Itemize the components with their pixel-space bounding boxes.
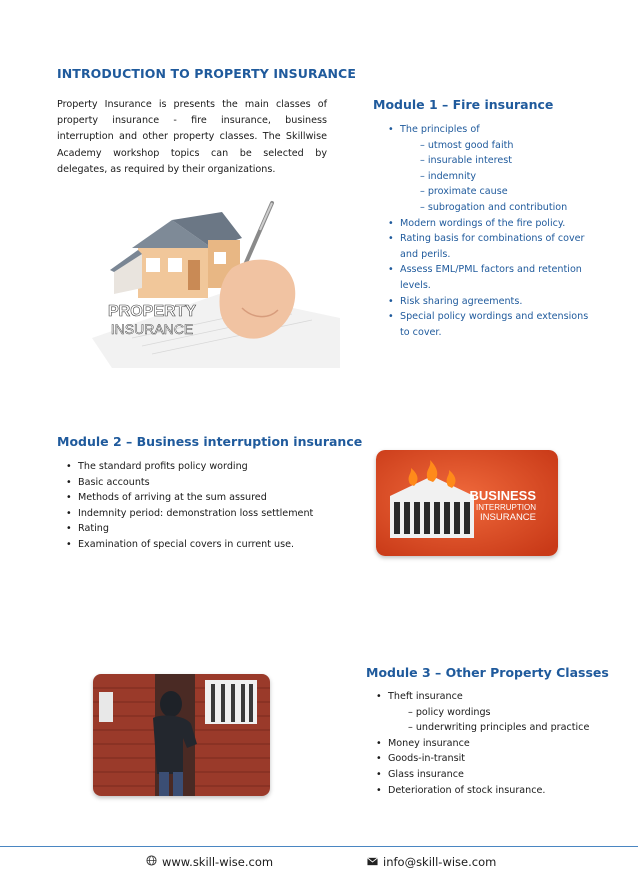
globe-icon (146, 855, 157, 869)
list-sub-item: – underwriting principles and practice (408, 722, 590, 734)
list-sub-item: – utmost good faith (420, 139, 514, 151)
list-sub-item: – policy wordings (408, 706, 491, 718)
list-item: • Goods-in-transit (376, 751, 616, 767)
footer-divider (0, 846, 638, 847)
module1-list (388, 122, 598, 340)
list-item: • Rating (66, 521, 346, 537)
list-item: • Deterioration of stock insurance. (376, 783, 616, 799)
intro-text: Property Insurance is presents the main classes of property insurance - fire insurance, business interruption and other property classes. The Skillwise Academy workshop topics can be selected by delegates, as required by their organizations. (57, 99, 327, 175)
email-text: info@skill-wise.com (383, 855, 497, 869)
list-item: • Assess EML/PML factors and retention levels. (388, 262, 598, 293)
list-item: • Risk sharing agreements. (388, 294, 598, 310)
list-item: • Examination of special covers in current use. (66, 537, 346, 553)
burglar-image (93, 674, 270, 796)
list-item: • Modern wordings of the fire policy. (388, 216, 598, 232)
list-item: • Basic accounts (66, 475, 346, 491)
property-label-line2: INSURANCE (110, 321, 194, 337)
list-item: • Glass insurance (376, 767, 616, 783)
property-label-line1: PROPERTY (107, 303, 197, 320)
intro-title: INTRODUCTION TO PROPERTY INSURANCE (57, 66, 356, 81)
business-interruption-image (376, 450, 558, 556)
footer-website[interactable] (146, 855, 273, 869)
list-item: • Indemnity period: demonstration loss settlement (66, 506, 346, 522)
list-item: • Special policy wordings and extensions to cover. (388, 309, 598, 340)
list-sub-item: – insurable interest (420, 155, 513, 167)
module2-title: Module 2 – Business interruption insurance (57, 434, 363, 449)
module1-title: Module 1 – Fire insurance (373, 97, 554, 112)
list-sub-item: – indemnity (420, 170, 477, 182)
envelope-icon (367, 855, 378, 869)
list-item: • The principles of (388, 122, 598, 138)
footer-email[interactable] (367, 855, 496, 869)
list-item: • Theft insurance (376, 689, 616, 705)
module3-list (376, 689, 616, 798)
website-text: www.skill-wise.com (162, 855, 274, 869)
list-item: • Money insurance (376, 736, 616, 752)
list-sub-item: – subrogation and contribution (420, 201, 568, 213)
module2-list (66, 459, 346, 553)
list-item: • Rating basis for combinations of cover and perils. (388, 231, 598, 262)
business-label-line1: BUSINESS (469, 488, 536, 503)
list-item: • The standard profits policy wording (66, 459, 346, 475)
property-insurance-image (72, 198, 340, 368)
business-label-line2: INTERRUPTION (476, 503, 536, 512)
list-item: • Methods of arriving at the sum assured (66, 490, 346, 506)
list-sub-item: – proximate cause (420, 186, 508, 198)
business-label-line3: INSURANCE (480, 512, 536, 523)
module3-title: Module 3 – Other Property Classes (366, 665, 609, 680)
